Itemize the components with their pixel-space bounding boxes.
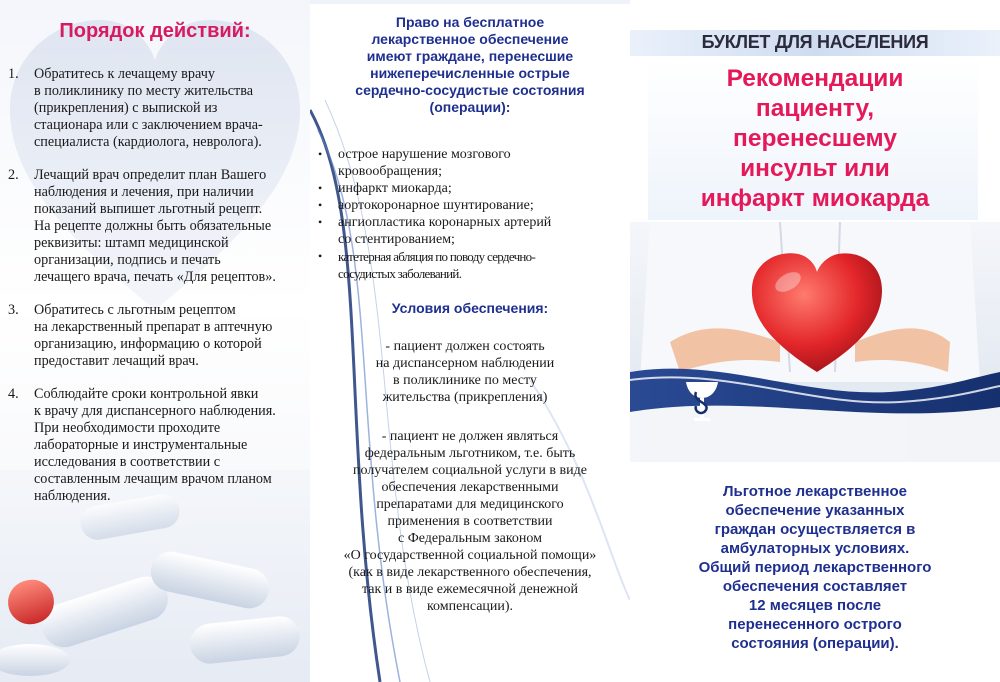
supply-note: Льготное лекарственное обеспечение указанных граждан осуществляется в амбулаторных условиях. Общий период лекарственного обеспечения составляет 12 месяцев после перенесенного острого состояния (операции).: [698, 483, 932, 652]
list-item: • ангиопластика коронарных артерий со стентированием;: [318, 215, 552, 247]
eligibility-title: Право на бесплатное лекарственное обеспечение имеют граждане, перенесшие нижеперечисленные острые сердечно-сосудистые состояния (операции):: [355, 14, 585, 115]
list-item: 4. Соблюдайте сроки контрольной явки к врачу для диспансерного наблюдения. При необходимости проходите лабораторные и инструментальные исследования в соответствии с составленным лечащим врачом планом наблюдения.: [8, 386, 276, 504]
list-item: 3. Обратитесь с льготным рецептом на лекарственный препарат в аптечную организацию, информацию о которой предоставит лечащий врач.: [8, 302, 273, 369]
right-panel: [630, 0, 1000, 682]
conditions-list: [318, 146, 618, 282]
list-item: • аортокоронарное шунтирование;: [318, 198, 534, 213]
booklet-label: БУКЛЕТ ДЛЯ НАСЕЛЕНИЯ: [701, 32, 929, 52]
steps-list: [8, 66, 304, 505]
booklet-title: Рекомендации пациенту, перенесшему инсульт или инфаркт миокарда: [700, 65, 930, 212]
heart-in-hands-image: [630, 222, 1000, 462]
conditions-title: Условия обеспечения:: [391, 300, 549, 316]
left-panel: [0, 0, 310, 682]
list-item: • инфаркт миокарда;: [318, 181, 452, 196]
list-item: • катетерная абляция по поводу сердечно- сосудистых заболеваний.: [318, 249, 536, 281]
list-item: 1. Обратитесь к лечащему врачу в поликлинику по месту жительства (прикрепления) с выпиской из стационара или с заключением врача- специалиста (кардиолога, невролога).: [8, 66, 263, 150]
list-item: 2. Лечащий врач определит план Вашего наблюдения и лечения, при наличии показаний выпишет льготный рецепт. На рецепте должны быть обязательные реквизиты: штамп медицинской организации, подпись и печать лечащего врача, печать «Для рецептов».: [8, 167, 276, 285]
condition-2: - пациент не должен являться федеральным льготником, т.е. быть получателем социальной услуги в виде обеспечения лекарственными препаратами для медицинского применения в соответствии с Федеральным законом «О государственной социальной помощи» (как в виде лекарственного обеспечения, так и в виде ежемесячной денежной компенсации).: [343, 429, 597, 614]
actions-heading: Порядок действий:: [59, 20, 251, 42]
condition-1: - пациент должен состоять на диспансерном наблюдении в поликлинике по месту жительства (прикрепления): [375, 339, 555, 405]
list-item: • острое нарушение мозгового кровообращения;: [318, 147, 511, 179]
middle-panel: [310, 0, 630, 682]
